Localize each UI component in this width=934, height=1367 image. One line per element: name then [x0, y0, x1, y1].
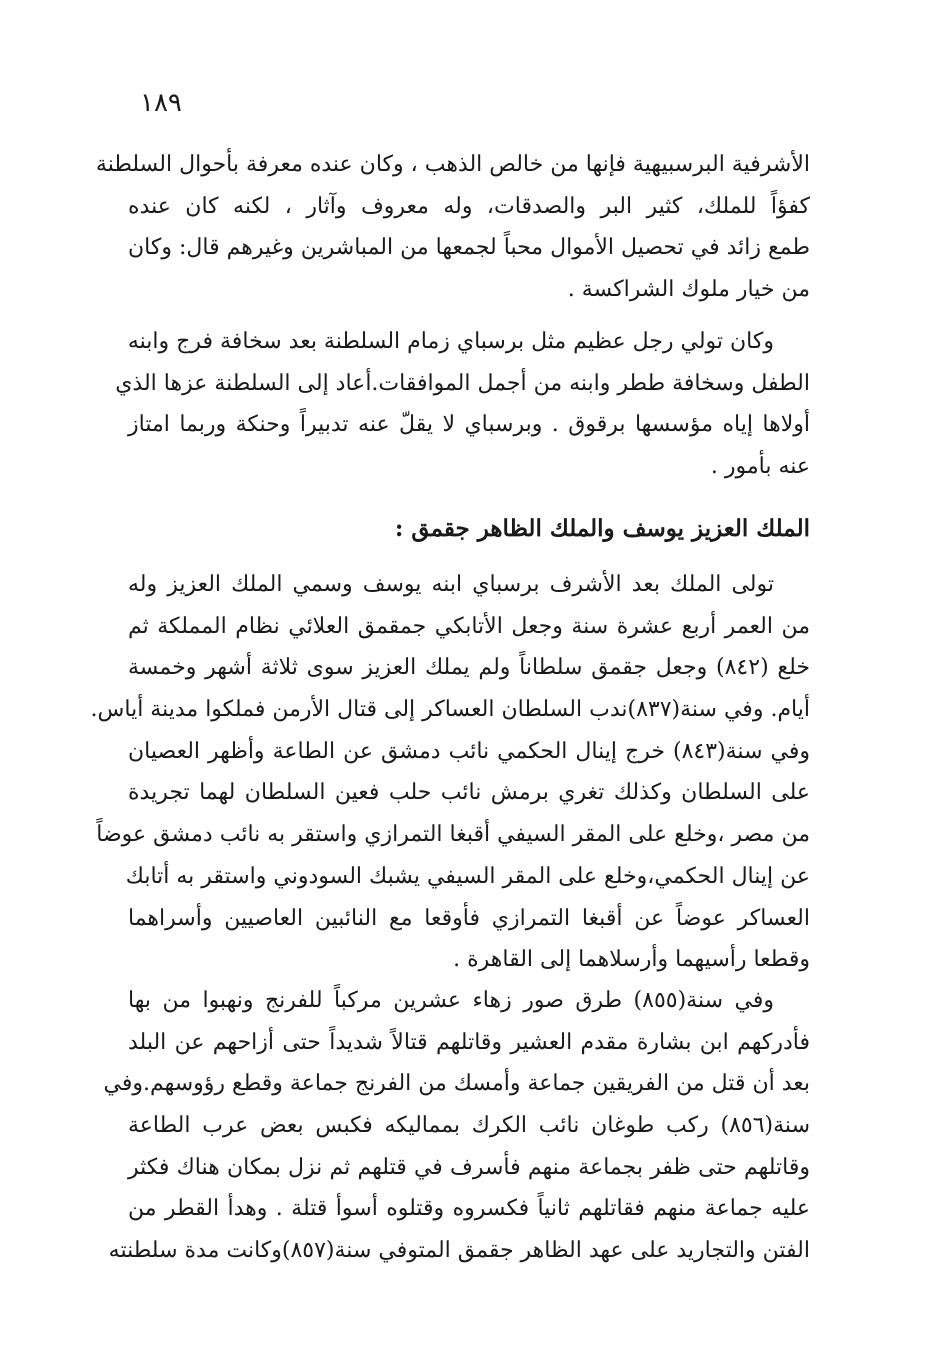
- paragraph-2: [115, 321, 810, 488]
- paragraph-4: [103, 980, 810, 1272]
- text-line: عن إينال الحكمي،وخلع على المقر السيفي يشبك السودوني واستقر به أتابك: [125, 863, 810, 889]
- text-line: الطفل وسخافة ططر وابنه من أجمل الموافقات.أعاد إلى السلطنة عزها الذي: [115, 370, 810, 396]
- text-line: على السلطان وكذلك تغري برمش نائب حلب فعين السلطان لهما تجريدة: [128, 780, 810, 806]
- text-line: وقاتلهم حتى ظفر بجماعة منهم فأسرف في قتلهم ثم نزل بمكان هناك فكثر: [128, 1154, 810, 1180]
- text-line: من مصر ،وخلع على المقر السيفي أقبغا التمرازي واستقر به نائب دمشق عوضاً: [96, 822, 810, 848]
- text-line: وكان تولي رجل عظيم مثل برسباي زمام السلطنة بعد سخافة فرج وابنه: [127, 329, 774, 354]
- page-number: ١٨٩: [140, 88, 182, 118]
- text-line: كفؤاً للملك، كثير البر والصدقات، وله معروف وآثار ، لكنه كان عنده: [128, 193, 810, 219]
- paragraph-3: [90, 564, 811, 981]
- text-line: سنة(٨٥٦) ركب طوغان نائب الكرك بمماليكه فكبس بعض عرب الطاعة: [128, 1113, 810, 1139]
- text-line: عنه بأمور .: [710, 454, 810, 480]
- text-line: وفي سنة(٨٤٣) خرج إينال الحكمي نائب دمشق عن الطاعة وأظهر العصيان: [128, 738, 811, 764]
- text-line: طمع زائد في تحصيل الأموال محباً لجمعها من المباشرين وغيرهم قال: وكان: [128, 235, 810, 261]
- text-line: وقطعا رأسيهما وأرسلاهما إلى القاهرة .: [453, 947, 810, 973]
- text-line: الفتن والتجاريد على عهد الظاهر جقمق المتوفي سنة(٨٥٧)وكانت مدة سلطنته: [108, 1238, 810, 1264]
- text-line: تولى الملك بعد الأشرف برسباي ابنه يوسف وسمي الملك العزيز وله: [128, 572, 774, 597]
- text-line: فأدركهم ابن بشارة مقدم العشير وقاتلهم قتالاً شديداً حتى أزاحهم عن البلد: [128, 1029, 810, 1055]
- text-line: وفي سنة(٨٥٥) طرق صور زهاء عشرين مركباً للفرنج ونهبوا من بها: [128, 988, 775, 1013]
- text-line: من خيار ملوك الشراكسة .: [567, 277, 810, 303]
- text-line: الأشرفية البرسبيهية فإنها من خالص الذهب ، وكان عنده معرفة بأحوال السلطنة: [95, 152, 810, 177]
- text-line: العساكر عوضاً عن أقبغا التمرازي فأوقعا مع النائبين العاصيين وأسراهما: [128, 905, 810, 931]
- paragraph-1: [95, 144, 810, 311]
- text-line: خلع (٨٤٢) وجعل جقمق سلطاناً ولم يملك العزيز سوى ثلاثة أشهر وخمسة: [128, 655, 810, 681]
- text-line: عليه جماعة منهم فقاتلهم ثانياً فكسروه وقتلوه أسوأ قتلة . وهدأ القطر من: [128, 1196, 810, 1222]
- text-line: أيام. وفي سنة(٨٣٧)ندب السلطان العساكر إلى قتال الأرمن فملكوا مدينة أياس.: [90, 697, 810, 723]
- text-line: من العمر أربع عشرة سنة وجعل الأتابكي جمقمق العلائي نظام المملكة ثم: [128, 613, 810, 639]
- section-heading: الملك العزيز يوسف والملك الظاهر جقمق :: [394, 515, 810, 542]
- text-line: أولاها إياه مؤسسها برقوق . وبرسباي لا يقلّ عنه تدبيراً وحنكة وربما امتاز: [128, 412, 810, 438]
- text-line: بعد أن قتل من الفريقين جماعة وأمسك من الفرنج جماعة وقطع رؤوسهم.وفي: [103, 1071, 810, 1097]
